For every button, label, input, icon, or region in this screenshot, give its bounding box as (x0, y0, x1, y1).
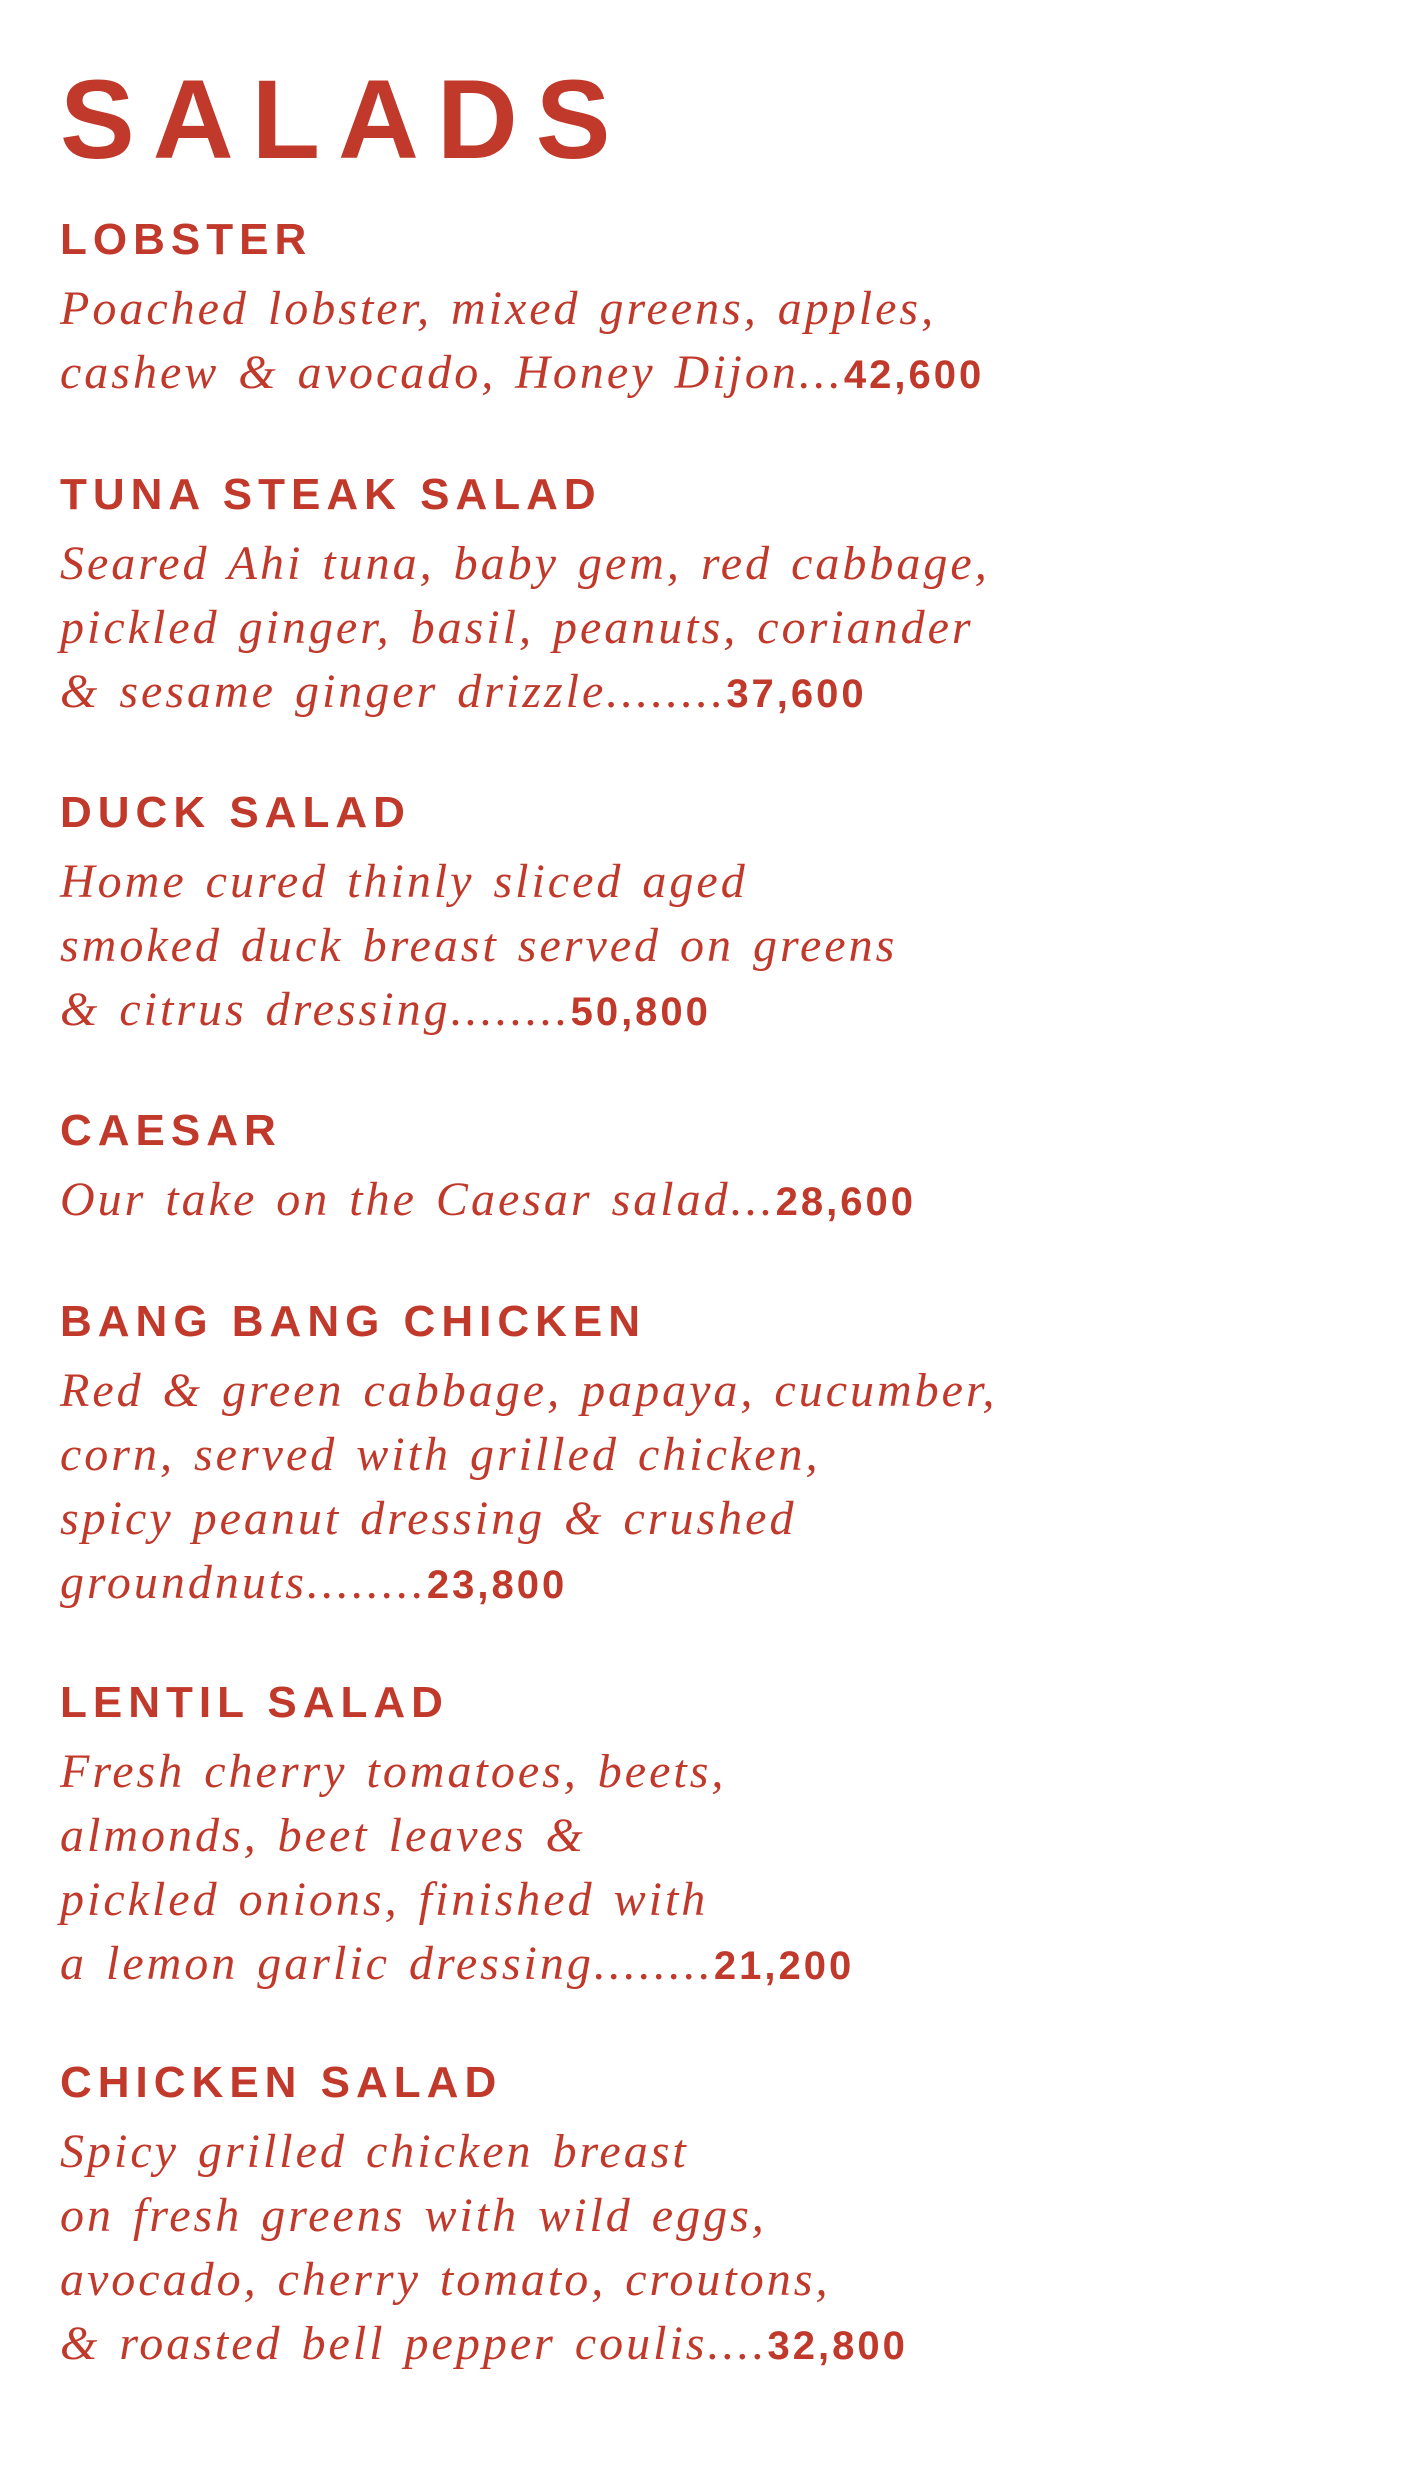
item-description (60, 1359, 1210, 1617)
description-line: Seared Ahi tuna, baby gem, red cabbage, (60, 537, 990, 590)
menu-item-lobster (60, 215, 1210, 407)
description-line-with-price (60, 341, 1210, 407)
description-line: avocado, cherry tomato, croutons, (60, 2253, 831, 2306)
item-name: CHICKEN SALAD (60, 2058, 503, 2107)
item-price: 50,800 (570, 990, 711, 1034)
item-name: LOBSTER (60, 215, 313, 264)
item-name: DUCK SALAD (60, 788, 411, 837)
description-line: Home cured thinly sliced aged (60, 855, 748, 908)
menu-item-bang-bang-chicken (60, 1297, 1210, 1617)
item-name: CAESAR (60, 1106, 282, 1155)
description-line: Poached lobster, mixed greens, apples, (60, 282, 937, 335)
menu-item-lentil-salad (60, 1678, 1210, 1998)
description-line: spicy peanut dressing & crushed (60, 1492, 797, 1545)
item-price: 23,800 (426, 1563, 568, 1607)
item-price: 32,800 (767, 2324, 908, 2368)
item-description (60, 2120, 1210, 2378)
menu-item-caesar (60, 1106, 1210, 1234)
item-description (60, 850, 1210, 1044)
description-line-with-price (60, 2312, 1210, 2378)
menu-item-tuna-steak-salad (60, 470, 1210, 726)
menu-title: SALADS (60, 57, 629, 182)
description-line-with-price (60, 978, 1210, 1044)
description-line: Red & green cabbage, papaya, cucumber, (60, 1364, 998, 1417)
item-name: LENTIL SALAD (60, 1678, 449, 1727)
description-line: pickled onions, finished with (60, 1873, 709, 1926)
description-line-with-price (60, 1168, 1210, 1234)
item-price: 42,600 (843, 353, 985, 397)
item-price: 21,200 (713, 1944, 855, 1988)
description-line: & sesame ginger drizzle........ (60, 665, 727, 718)
item-description (60, 532, 1210, 726)
description-line: pickled ginger, basil, peanuts, coriander (60, 601, 974, 654)
description-line-with-price (60, 1551, 1210, 1617)
item-description (60, 1168, 1210, 1234)
description-line-with-price (60, 1932, 1210, 1998)
item-description (60, 277, 1210, 407)
item-price: 28,600 (775, 1180, 916, 1224)
item-price: 37,600 (726, 672, 867, 716)
description-line: & roasted bell pepper coulis.... (60, 2317, 768, 2370)
description-line: groundnuts........ (60, 1556, 427, 1609)
item-name: TUNA STEAK SALAD (60, 470, 602, 519)
description-line: & citrus dressing........ (60, 983, 571, 1036)
description-line: corn, served with grilled chicken, (60, 1428, 821, 1481)
description-line: almonds, beet leaves & (60, 1809, 586, 1862)
item-description (60, 1740, 1210, 1998)
description-line-with-price (60, 660, 1210, 726)
description-line: on fresh greens with wild eggs, (60, 2189, 767, 2242)
description-line: Fresh cherry tomatoes, beets, (60, 1745, 727, 1798)
item-name: BANG BANG CHICKEN (60, 1297, 646, 1346)
menu-item-duck-salad (60, 788, 1210, 1044)
description-line: Spicy grilled chicken breast (60, 2125, 689, 2178)
menu-item-chicken-salad (60, 2058, 1210, 2378)
description-line: Our take on the Caesar salad... (60, 1173, 776, 1226)
description-line: a lemon garlic dressing........ (60, 1937, 714, 1990)
description-line: smoked duck breast served on greens (60, 919, 898, 972)
description-line: cashew & avocado, Honey Dijon... (60, 346, 844, 399)
